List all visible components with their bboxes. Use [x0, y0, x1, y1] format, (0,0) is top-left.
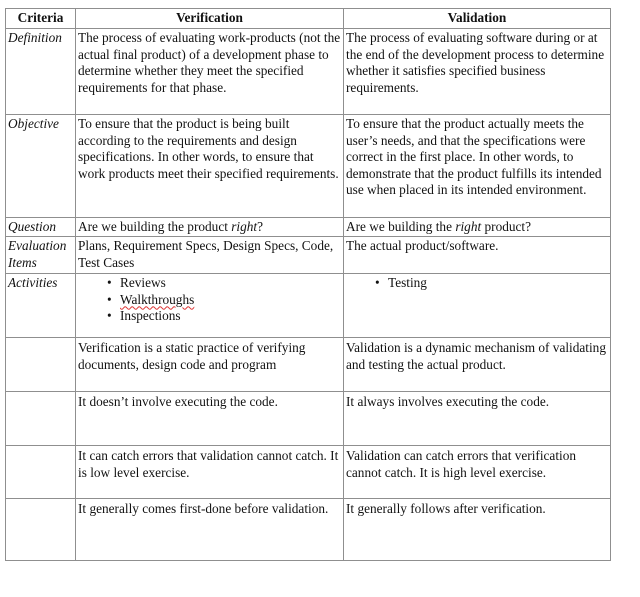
validation-activities [344, 274, 611, 338]
verification-activities [76, 274, 344, 338]
header-row [6, 9, 611, 29]
row-evaluation-items [6, 237, 611, 274]
row-practice [6, 338, 611, 392]
verification-definition: The process of evaluating work-products (not the actual final product) of a development phase to determine whether they meet the specified requirements for that phase. [76, 29, 344, 115]
validation-errors: Validation can catch errors that verification cannot catch. It is high level exercise. [344, 446, 611, 499]
row-definition [6, 29, 611, 115]
criteria-question: Question [6, 218, 76, 237]
header-validation: Validation [344, 9, 611, 29]
validation-evaluation-items: The actual product/software. [344, 237, 611, 274]
validation-question-end: product? [481, 219, 532, 234]
row-objective [6, 115, 611, 218]
criteria-activities: Activities [6, 274, 76, 338]
verification-question-end: ? [257, 219, 264, 234]
verification-question [76, 218, 344, 237]
verification-order: It generally comes first-done before validation. [76, 499, 344, 561]
row-activities [6, 274, 611, 338]
row-question [6, 218, 611, 237]
list-item-walkthroughs [78, 292, 341, 309]
row-execution [6, 392, 611, 446]
verification-activities-list [78, 275, 341, 325]
criteria-empty-execution [6, 392, 76, 446]
verification-errors: It can catch errors that validation cannot catch. It is low level exercise. [76, 446, 344, 499]
validation-definition: The process of evaluating software during or at the end of the development process to determine whether it satisfies specified business requirements. [344, 29, 611, 115]
criteria-definition: Definition [6, 29, 76, 115]
verification-objective: To ensure that the product is being built according to the requirements and design specifications. In other words, to ensure that work products meet their specified requirements. [76, 115, 344, 218]
row-order [6, 499, 611, 561]
verification-question-text: Are we building the product [78, 219, 232, 234]
validation-order: It generally follows after verification. [344, 499, 611, 561]
list-item-reviews: • Reviews [78, 275, 341, 292]
walkthroughs-text: Walkthroughs [120, 291, 195, 307]
verification-execution: It doesn’t involve executing the code. [76, 392, 344, 446]
verification-evaluation-items: Plans, Requirement Specs, Design Specs, Code, Test Cases [76, 237, 344, 274]
comparison-table-container [5, 8, 611, 561]
criteria-objective: Objective [6, 115, 76, 218]
validation-execution: It always involves executing the code. [344, 392, 611, 446]
validation-activities-list [346, 275, 608, 292]
verification-practice: Verification is a static practice of verifying documents, design code and program [76, 338, 344, 392]
validation-objective: To ensure that the product actually meets the user’s needs, and that the specifications were correct in the first place. In other words, to demonstrate that the product fulfills its intended use when placed in its intended environment. [344, 115, 611, 218]
criteria-empty-practice [6, 338, 76, 392]
validation-practice: Validation is a dynamic mechanism of validating and testing the actual product. [344, 338, 611, 392]
validation-question [344, 218, 611, 237]
header-verification: Verification [76, 9, 344, 29]
validation-question-emphasis: right [455, 219, 482, 234]
list-item-inspections: • Inspections [78, 308, 341, 325]
header-criteria: Criteria [6, 9, 76, 29]
verification-question-emphasis: right [231, 219, 258, 234]
criteria-empty-errors [6, 446, 76, 499]
list-item-testing: • Testing [346, 275, 608, 292]
row-errors [6, 446, 611, 499]
verification-vs-validation-table [5, 8, 611, 561]
criteria-empty-order [6, 499, 76, 561]
validation-question-text: Are we building the [346, 219, 456, 234]
criteria-evaluation-items: Evaluation Items [6, 237, 76, 274]
